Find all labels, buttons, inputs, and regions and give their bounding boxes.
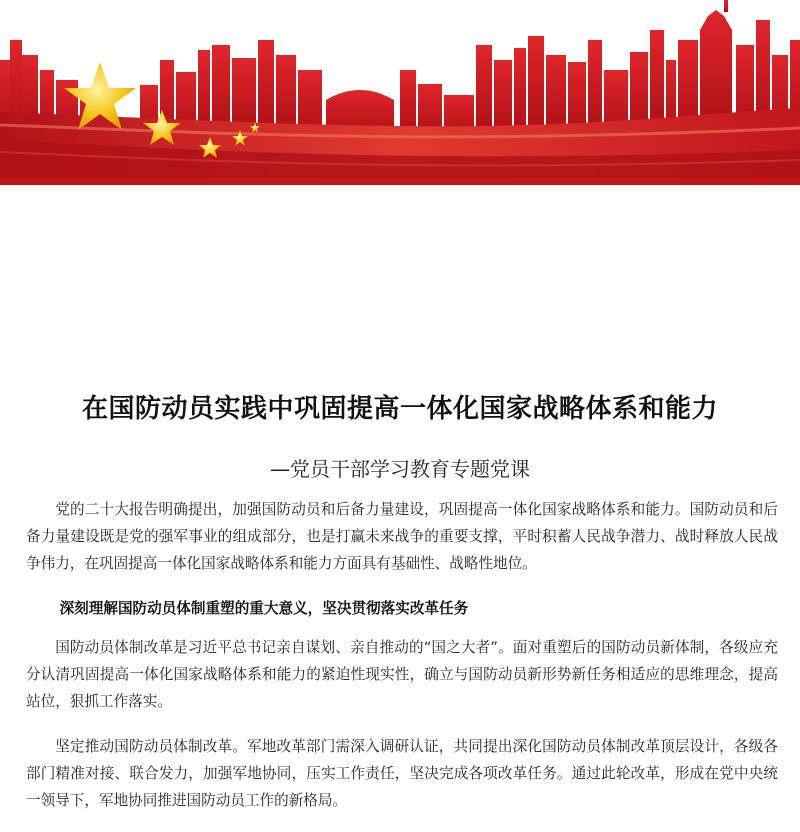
body-paragraph: 坚定推动国防动员体制改革。军地改革部门需深入调研认证，共同提出深化国防动员体制改革顶层设计，各级各部门精准对接、联合发力，加强军地协同，压实工作责任，坚决完成各项改革任务。通过此轮改革，形成在党中央统一领导下，军地协同推进国防动员工作的新格局。 [26, 738, 778, 809]
document-title: 在国防动员实践中巩固提高一体化国家战略体系和能力 [81, 394, 718, 424]
body-paragraph: 党的二十大报告明确提出，加强国防动员和后备力量建设，巩固提高一体化国家战略体系和能力。国防动员和后备力量建设既是党的强军事业的组成部分，也是打赢未来战争的重要支撑，平时积蓄人民战争潜力、战时释放人民战争伟力，在巩固提高一体化国家战略体系和能力方面具有基础性、战略性地位。 [26, 501, 778, 572]
section-heading: 深刻理解国防动员体制重塑的重大意义，坚决贯彻落实改革任务 [59, 600, 469, 617]
document-body [26, 496, 778, 832]
body-paragraph: 国防动员体制改革是习近平总书记亲自谋划、亲自推动的“国之大者”。面对重塑后的国防动员新体制，各级应充分认清巩固提高一体化国家战略体系和能力的紧迫性现实性，确立与国防动员新形势新任务相适应的思维理念，提高站位，狠抓工作落实。 [26, 639, 778, 710]
banner-artwork [0, 0, 800, 185]
header-banner [0, 0, 800, 185]
document-subtitle: —党员干部学习教育专题党课 [270, 457, 530, 481]
